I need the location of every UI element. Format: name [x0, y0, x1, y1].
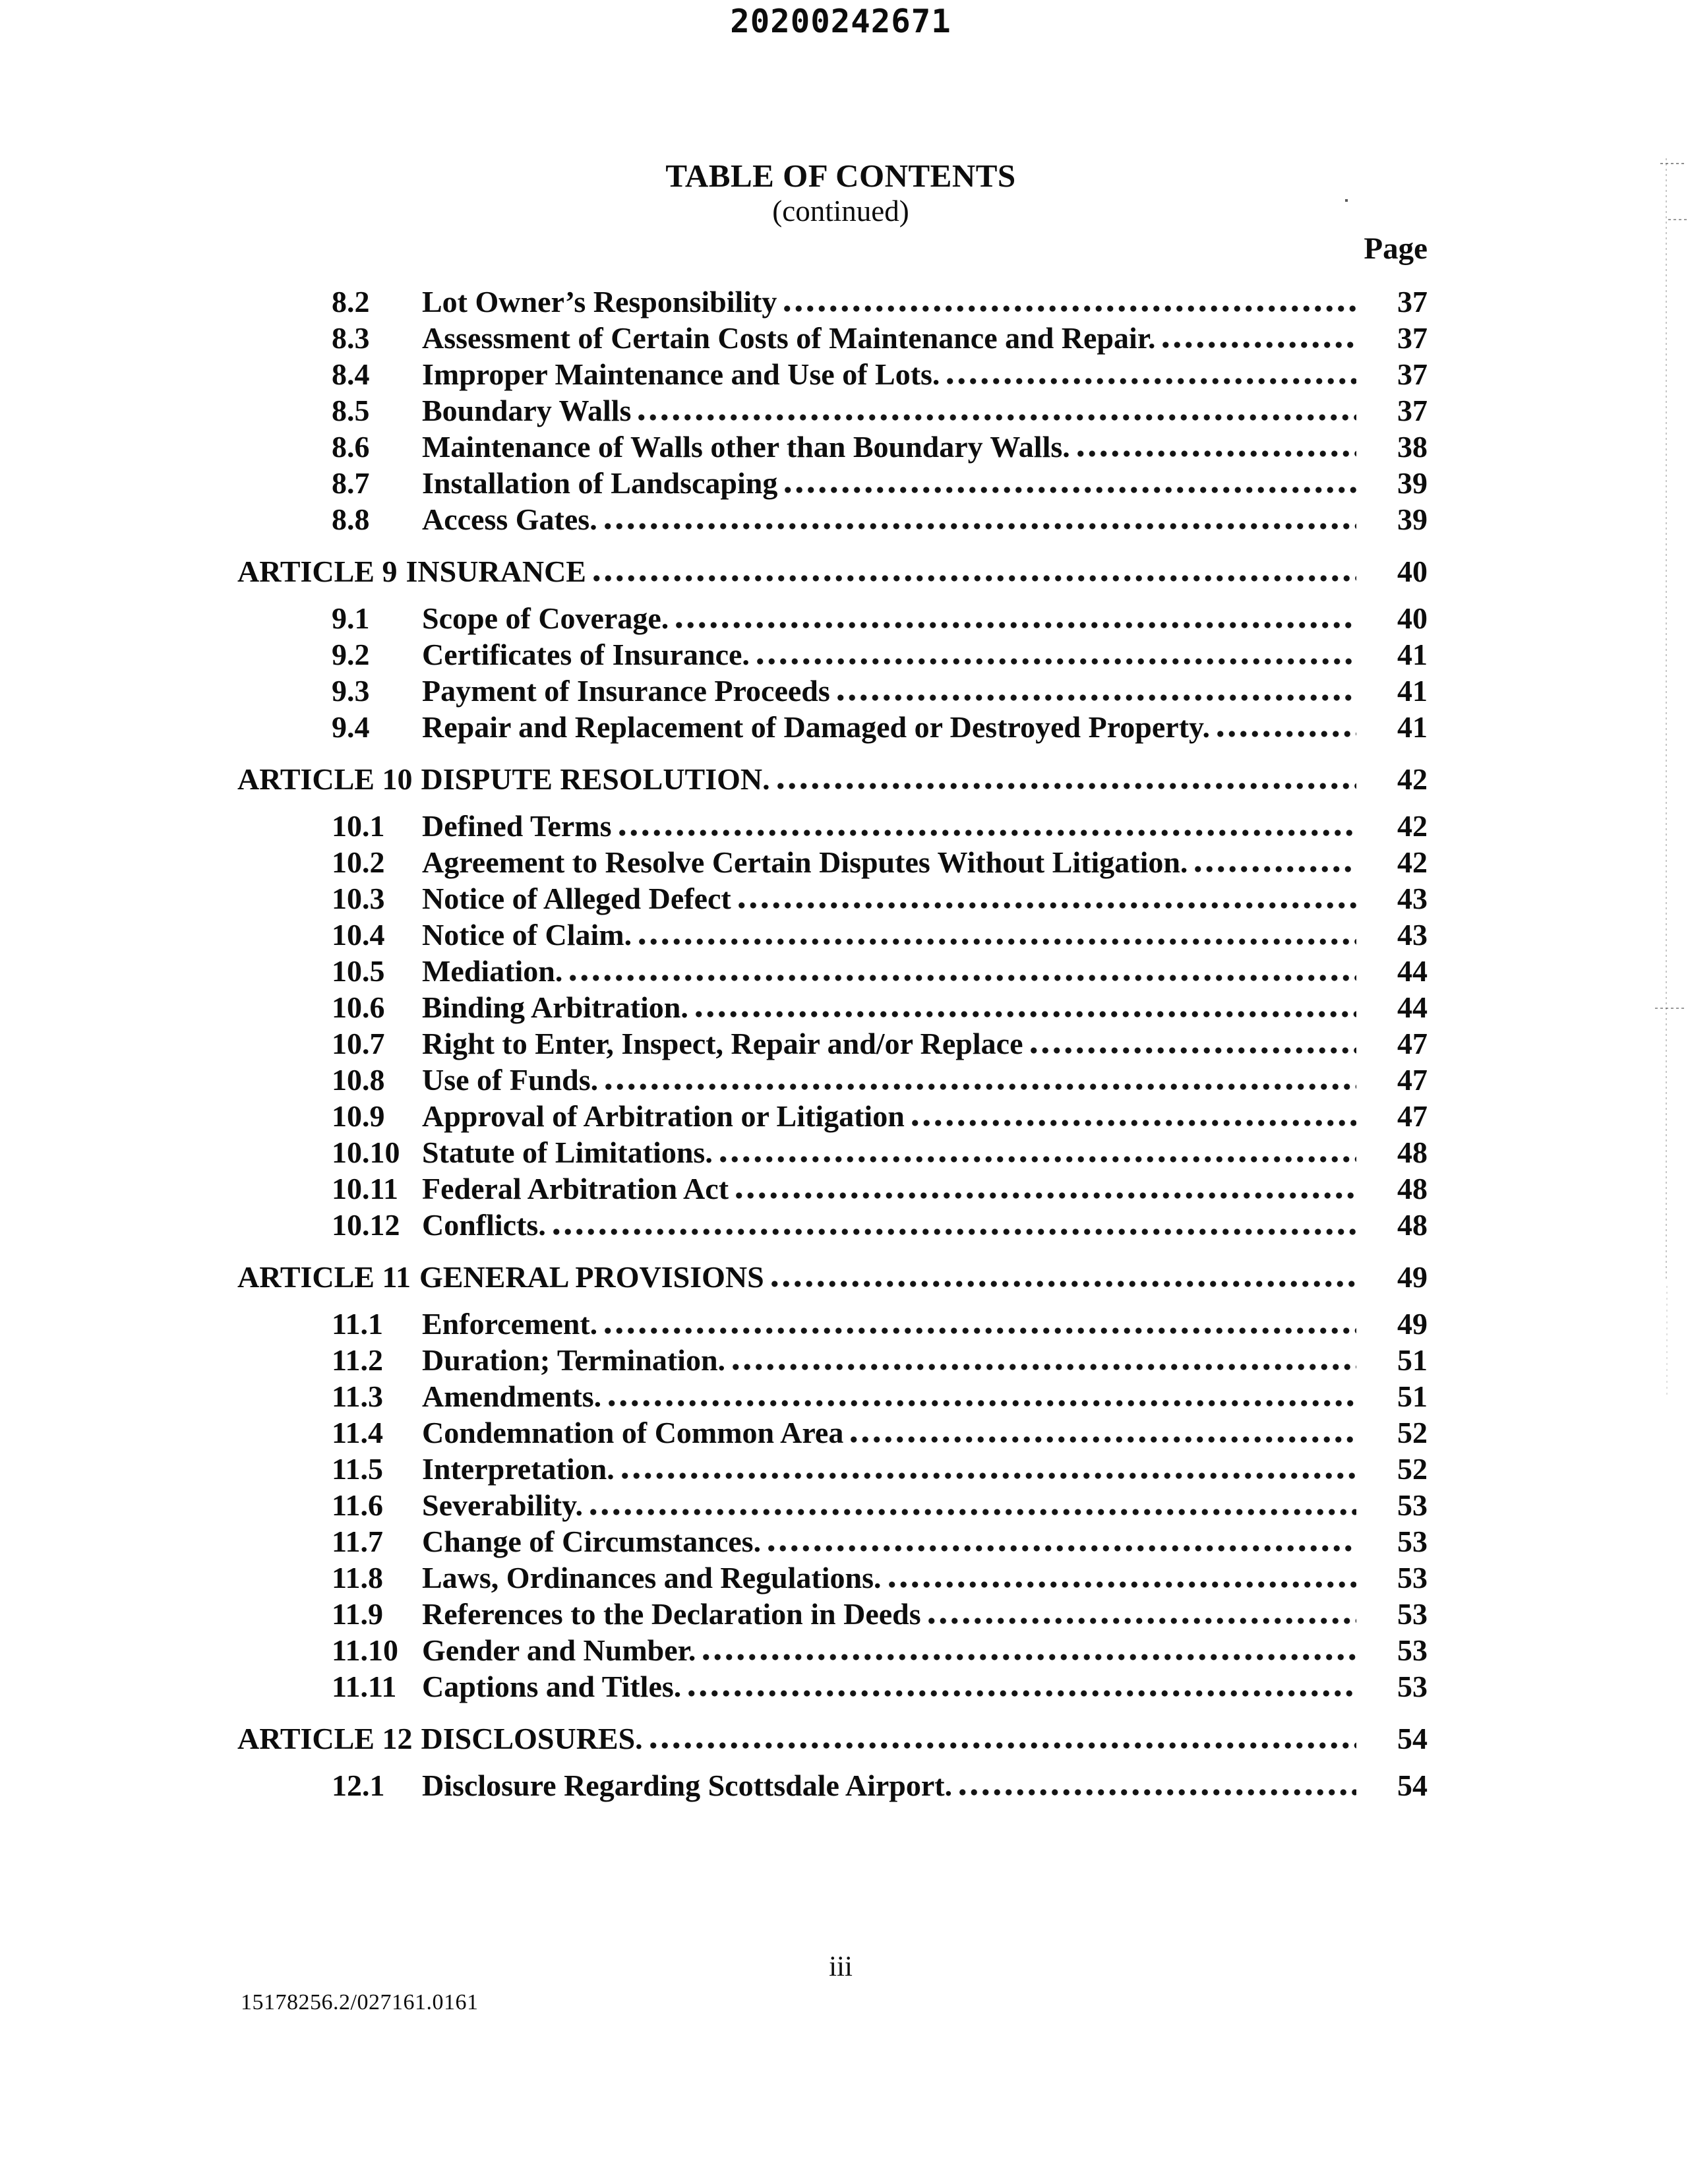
- toc-entry-number: 10.7: [332, 1027, 385, 1060]
- toc-entry-number: 11.2: [332, 1343, 383, 1377]
- dot-leader: [551, 1228, 1356, 1235]
- toc-entry-page-number: 53: [1397, 1597, 1428, 1631]
- toc-entry-title: Change of Circumstances.: [422, 1525, 762, 1558]
- toc-entry: [237, 989, 1428, 1025]
- toc-entry-page-number: 37: [1397, 285, 1428, 318]
- toc-entry-number: 10.2: [332, 845, 385, 879]
- toc-entry-title: Federal Arbitration Act: [422, 1172, 729, 1205]
- toc-entry-page-number: 52: [1397, 1416, 1428, 1449]
- toc-entry-number: 10.4: [332, 918, 385, 952]
- dot-leader: [648, 1742, 1356, 1749]
- toc-entry: [237, 808, 1428, 844]
- dot-leader: [886, 1581, 1356, 1588]
- toc-entry-page-number: 47: [1397, 1099, 1428, 1133]
- toc-entry: [237, 636, 1428, 673]
- toc-entry-title: Disclosure Regarding Scottsdale Airport.: [422, 1769, 953, 1802]
- toc-entry-number: 8.2: [332, 285, 370, 318]
- toc-entry: [237, 953, 1428, 989]
- toc-entry-page-number: 37: [1397, 394, 1428, 427]
- toc-entry-title: Use of Funds.: [422, 1063, 599, 1097]
- toc-entry-number: 11.4: [332, 1416, 383, 1449]
- toc-entry-number: 8.3: [332, 321, 370, 355]
- toc-entry-number: 11.7: [332, 1525, 383, 1558]
- toc-entry-title: Notice of Alleged Defect: [422, 882, 731, 915]
- toc-entry-title: DISPUTE RESOLUTION.: [421, 762, 770, 796]
- dot-leader: [730, 1364, 1356, 1370]
- document-subtitle: (continued): [772, 195, 909, 228]
- toc-entry-title: Conflicts.: [422, 1208, 546, 1242]
- toc-entry-number: 10.1: [332, 809, 385, 843]
- toc-entry: [237, 1098, 1428, 1134]
- scan-artifact-dash: [1668, 219, 1688, 220]
- toc-entry-number: 11.11: [332, 1670, 397, 1703]
- toc-article-heading: [237, 761, 1428, 797]
- toc-entry-title: Right to Enter, Inspect, Repair and/or Replace: [422, 1027, 1023, 1060]
- toc-entry-number: 8.7: [332, 466, 370, 500]
- dot-leader: [1215, 731, 1356, 737]
- dot-leader: [1028, 1047, 1357, 1054]
- toc-entry: [237, 392, 1428, 429]
- toc-entry: [237, 844, 1428, 880]
- toc-entry-page-number: 49: [1397, 1260, 1428, 1294]
- toc-entry-number: 10.10: [332, 1136, 400, 1169]
- toc-entry-page-number: 53: [1397, 1488, 1428, 1522]
- toc-entry-title: Maintenance of Walls other than Boundary Walls.: [422, 430, 1070, 464]
- dot-leader: [775, 783, 1356, 789]
- toc-entry-page-number: 43: [1397, 918, 1428, 952]
- toc-entry-number: 10.8: [332, 1063, 385, 1097]
- toc-entry: [237, 1207, 1428, 1243]
- toc-entry-title: Severability.: [422, 1488, 584, 1522]
- toc-entry-page-number: 37: [1397, 321, 1428, 355]
- toc-entry-title: References to the Declaration in Deeds: [422, 1597, 921, 1631]
- toc-entry-page-number: 37: [1397, 357, 1428, 391]
- toc-entry-number: 11.3: [332, 1380, 383, 1413]
- dot-leader: [781, 305, 1356, 312]
- scan-artifact-dash: [1660, 163, 1687, 164]
- toc-entry-page-number: 49: [1397, 1307, 1428, 1341]
- toc-entry-number: 11.1: [332, 1307, 383, 1341]
- toc-entry-page-number: 41: [1397, 674, 1428, 708]
- toc-entry: [237, 1596, 1428, 1632]
- toc-entry-number: 10.11: [332, 1172, 398, 1205]
- toc-entry: [237, 1451, 1428, 1487]
- toc-entry-title: Boundary Walls: [422, 394, 632, 427]
- toc-entry-number: 8.8: [332, 502, 370, 536]
- toc-entry: [237, 880, 1428, 917]
- toc-entry-number: 10.12: [332, 1208, 400, 1242]
- toc-entry-page-number: 48: [1397, 1136, 1428, 1169]
- page-column-header: Page: [1364, 231, 1428, 266]
- dot-leader: [957, 1789, 1356, 1796]
- toc-entry: [237, 600, 1428, 636]
- toc-entry: [237, 1025, 1428, 1062]
- toc-entry-title: Statute of Limitations.: [422, 1136, 713, 1169]
- dot-leader: [606, 1400, 1356, 1407]
- toc-article-heading: [237, 1259, 1428, 1295]
- toc-entry-page-number: 53: [1397, 1633, 1428, 1667]
- document-reference-number: 15178256.2/027161.0161: [241, 1990, 479, 2015]
- toc-entry-page-number: 39: [1397, 502, 1428, 536]
- toc-entry-page-number: 44: [1397, 954, 1428, 988]
- toc-entry-number: ARTICLE 12: [237, 1722, 413, 1755]
- toc-entry-title: Binding Arbitration.: [422, 990, 688, 1024]
- toc-entry-title: Interpretation.: [422, 1452, 615, 1486]
- dot-leader: [603, 1083, 1356, 1090]
- toc-entry: [237, 1668, 1428, 1705]
- dot-leader: [769, 1281, 1356, 1287]
- toc-entry-number: 9.2: [332, 638, 370, 671]
- toc-entry-title: Scope of Coverage.: [422, 601, 669, 635]
- toc-entry-title: Lot Owner’s Responsibility: [422, 285, 777, 318]
- dot-leader: [835, 694, 1356, 701]
- toc-entry-page-number: 41: [1397, 710, 1428, 744]
- toc-entry-title: INSURANCE: [406, 555, 586, 588]
- toc-entry-number: 11.9: [332, 1597, 383, 1631]
- toc-entry-number: ARTICLE 10: [237, 762, 413, 796]
- toc-entry-page-number: 42: [1397, 762, 1428, 796]
- toc-entry: [237, 673, 1428, 709]
- toc-entry: [237, 1767, 1428, 1804]
- toc-entry-page-number: 47: [1397, 1027, 1428, 1060]
- dot-leader: [736, 902, 1356, 909]
- dot-leader: [926, 1618, 1356, 1624]
- dot-leader: [909, 1120, 1356, 1126]
- toc-entry-page-number: 53: [1397, 1561, 1428, 1594]
- toc-entry: [237, 284, 1428, 320]
- document-title: TABLE OF CONTENTS: [665, 158, 1016, 194]
- toc-entry: [237, 1062, 1428, 1098]
- toc-entry-title: Installation of Landscaping: [422, 466, 778, 500]
- dot-leader: [686, 1690, 1356, 1697]
- toc-entry-title: Agreement to Resolve Certain Disputes Without Litigation.: [422, 845, 1188, 879]
- toc-entry-page-number: 54: [1397, 1769, 1428, 1802]
- dot-leader: [602, 523, 1356, 530]
- dot-leader: [1075, 450, 1356, 457]
- toc-entry: [237, 1414, 1428, 1451]
- dot-leader: [700, 1654, 1356, 1660]
- toc-entry-page-number: 48: [1397, 1208, 1428, 1242]
- dot-leader: [754, 658, 1356, 665]
- toc-entry-page-number: 38: [1397, 430, 1428, 464]
- toc-entry: [237, 709, 1428, 745]
- dot-leader: [591, 575, 1356, 582]
- toc-entry-title: Notice of Claim.: [422, 918, 632, 952]
- dot-leader: [693, 1011, 1356, 1017]
- toc-entry-number: 8.5: [332, 394, 370, 427]
- toc-entry-title: Mediation.: [422, 954, 563, 988]
- toc-entry-title: Enforcement.: [422, 1307, 598, 1341]
- toc-entry: [237, 1523, 1428, 1560]
- toc-entry-number: ARTICLE 9: [237, 555, 398, 588]
- toc-entry-number: 10.3: [332, 882, 385, 915]
- toc-entry-page-number: 54: [1397, 1722, 1428, 1755]
- dot-leader: [782, 487, 1356, 493]
- dot-leader: [619, 1472, 1356, 1479]
- toc-entry-title: Access Gates.: [422, 502, 597, 536]
- toc-entry-title: Amendments.: [422, 1380, 602, 1413]
- toc-entry: [237, 429, 1428, 465]
- toc-entry-page-number: 43: [1397, 882, 1428, 915]
- toc-entry-page-number: 48: [1397, 1172, 1428, 1205]
- scan-artifact-vertical-line-lower: [1666, 1286, 1668, 1398]
- toc-entry-number: 12.1: [332, 1769, 385, 1802]
- toc-entry-title: Certificates of Insurance.: [422, 638, 750, 671]
- toc-article-heading: [237, 1720, 1428, 1757]
- toc-entry: [237, 1306, 1428, 1342]
- toc-entry-page-number: 51: [1397, 1380, 1428, 1413]
- toc-article-heading: [237, 553, 1428, 590]
- dot-leader: [1192, 866, 1356, 872]
- toc-entry-title: Approval of Arbitration or Litigation: [422, 1099, 905, 1133]
- dot-leader: [602, 1327, 1356, 1334]
- toc-entry: [237, 1378, 1428, 1414]
- toc-entry-title: Assessment of Certain Costs of Maintenance and Repair.: [422, 321, 1156, 355]
- toc-entry-page-number: 52: [1397, 1452, 1428, 1486]
- dot-leader: [567, 975, 1356, 981]
- toc-entry-page-number: 44: [1397, 990, 1428, 1024]
- toc-entry-page-number: 42: [1397, 845, 1428, 879]
- toc-entry-number: 11.10: [332, 1633, 398, 1667]
- dot-leader: [733, 1192, 1356, 1199]
- toc-entry-page-number: 40: [1397, 555, 1428, 588]
- toc-entry-number: 11.8: [332, 1561, 383, 1594]
- toc-entry-title: Duration; Termination.: [422, 1343, 726, 1377]
- toc-entry-title: Repair and Replacement of Damaged or Destroyed Property.: [422, 710, 1210, 744]
- toc-entry-number: ARTICLE 11: [237, 1260, 411, 1294]
- toc-entry: [237, 320, 1428, 356]
- dot-leader: [766, 1545, 1356, 1552]
- toc-entry-title: GENERAL PROVISIONS: [419, 1260, 764, 1294]
- toc-entry-title: Condemnation of Common Area: [422, 1416, 844, 1449]
- toc-entry: [237, 501, 1428, 537]
- page-number-footer: iii: [829, 1951, 853, 1982]
- toc-entry-title: Defined Terms: [422, 809, 612, 843]
- toc-entry-title: Laws, Ordinances and Regulations.: [422, 1561, 882, 1594]
- toc-entry-number: 10.6: [332, 990, 385, 1024]
- toc-entry-number: 9.1: [332, 601, 370, 635]
- dot-leader: [944, 378, 1356, 384]
- toc-entry-number: 11.6: [332, 1488, 383, 1522]
- toc-entry-number: 10.9: [332, 1099, 385, 1133]
- dot-leader: [588, 1509, 1356, 1515]
- dot-leader: [717, 1156, 1356, 1163]
- toc-entry: [237, 917, 1428, 953]
- toc-entry-page-number: 39: [1397, 466, 1428, 500]
- toc-entry: [237, 1487, 1428, 1523]
- toc-entry-page-number: 47: [1397, 1063, 1428, 1097]
- toc-entry-number: 9.4: [332, 710, 370, 744]
- table-of-contents: [237, 284, 1428, 1804]
- dot-leader: [1160, 342, 1356, 348]
- dot-leader: [636, 414, 1356, 421]
- dot-leader: [636, 938, 1356, 945]
- scan-artifact-vertical-line: [1666, 158, 1667, 1279]
- toc-entry: [237, 1560, 1428, 1596]
- toc-entry: [237, 1134, 1428, 1170]
- toc-entry-page-number: 53: [1397, 1670, 1428, 1703]
- toc-entry-page-number: 40: [1397, 601, 1428, 635]
- toc-entry: [237, 356, 1428, 392]
- toc-entry-page-number: 51: [1397, 1343, 1428, 1377]
- dot-leader: [673, 622, 1356, 628]
- toc-entry-number: 8.4: [332, 357, 370, 391]
- toc-entry-page-number: 41: [1397, 638, 1428, 671]
- toc-entry-title: Gender and Number.: [422, 1633, 696, 1667]
- toc-entry-number: 9.3: [332, 674, 370, 708]
- toc-entry-number: 8.6: [332, 430, 370, 464]
- document-number-stamp: 20200242671: [730, 3, 951, 40]
- scan-artifact-speck: [1345, 199, 1348, 202]
- toc-entry-title: Payment of Insurance Proceeds: [422, 674, 830, 708]
- toc-entry: [237, 465, 1428, 501]
- toc-entry-number: 10.5: [332, 954, 385, 988]
- toc-entry-title: Captions and Titles.: [422, 1670, 682, 1703]
- toc-entry: [237, 1632, 1428, 1668]
- toc-entry: [237, 1170, 1428, 1207]
- toc-entry-page-number: 53: [1397, 1525, 1428, 1558]
- toc-entry: [237, 1342, 1428, 1378]
- toc-entry-number: 11.5: [332, 1452, 383, 1486]
- scan-artifact-dash: [1655, 1008, 1687, 1009]
- toc-entry-title: Improper Maintenance and Use of Lots.: [422, 357, 940, 391]
- toc-entry-title: DISCLOSURES.: [421, 1722, 643, 1755]
- dot-leader: [617, 830, 1357, 836]
- toc-entry-page-number: 42: [1397, 809, 1428, 843]
- dot-leader: [848, 1436, 1356, 1443]
